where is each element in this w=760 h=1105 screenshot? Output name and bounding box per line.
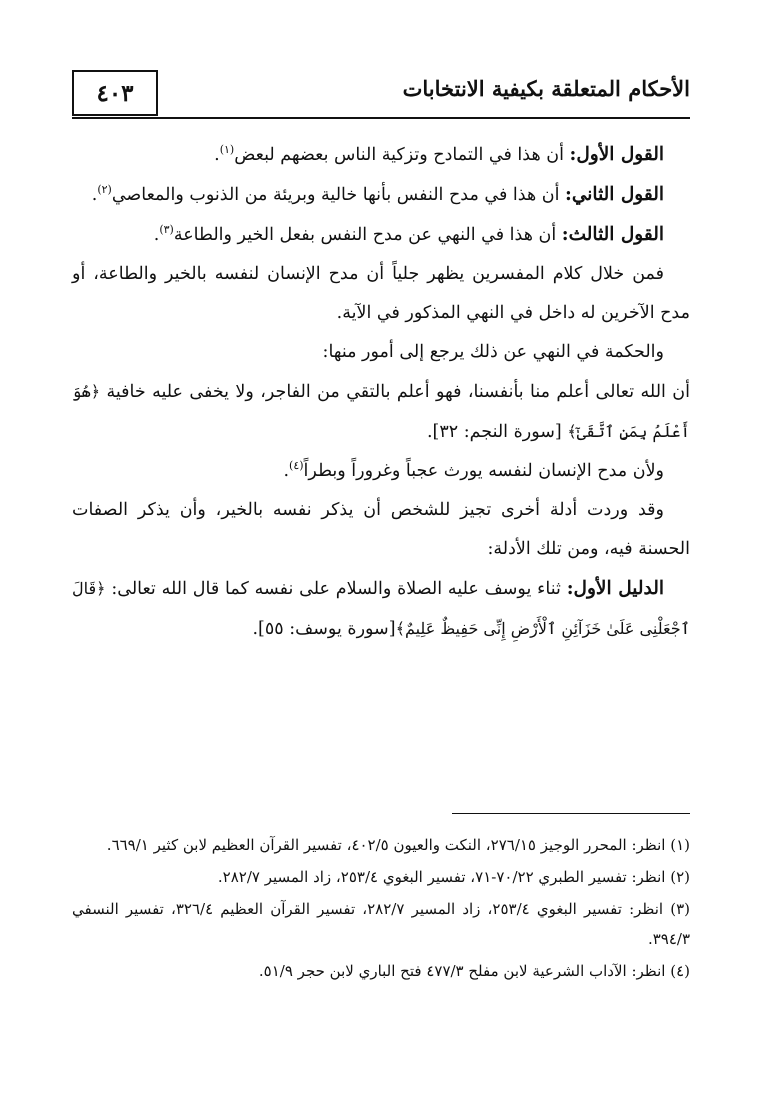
paragraph-other-evidence: وقد وردت أدلة أخرى تجيز للشخص أن يذكر نفسه بالخير، وأن يذكر الصفات الحسنة فيه، ومن تلك الأدلة: [72, 500, 690, 559]
running-title: الأحكام المتعلقة بكيفية الانتخابات [402, 76, 690, 101]
footnote-ref-4: (٤) [289, 459, 304, 473]
paragraph-first-evidence [72, 569, 690, 649]
self-praise-text: ولأن مدح الإنسان لنفسه يورث عجباً وغروراً وبطراً [303, 461, 664, 481]
footnote-2: (٢) انظر: تفسير الطبري ٧٠/٢٢-٧١، تفسير البغوي ٢٥٣/٤، زاد المسير ٢٨٢/٧. [217, 868, 690, 886]
main-text [72, 135, 690, 649]
quran-verse-najm: ﴿هُوَ أَعْلَمُ بِمَنِ ٱتَّقَىٰٓ﴾ [72, 382, 690, 441]
paragraph-allah-knows [72, 372, 690, 452]
paragraph-second-opinion [72, 175, 690, 215]
footnote-separator [452, 813, 690, 814]
second-opinion-label: القول الثاني: [565, 184, 664, 205]
second-opinion-text: أن هذا في مدح النفس بأنها خالية وبريئة من الذنوب والمعاصي [111, 185, 566, 205]
first-evidence-text: ثناء يوسف عليه الصلاة والسلام على نفسه كما قال الله تعالى: [105, 579, 567, 599]
footnote-3: (٣) انظر: تفسير البغوي ٢٥٣/٤، زاد المسير ٢٨٢/٧، تفسير القرآن العظيم ٣٢٦/٤، تفسير النسفي ٣٩٤/٣. [72, 900, 691, 948]
paragraph-commentary: فمن خلال كلام المفسرين يظهر جلياً أن مدح الإنسان لنفسه بالخير والطاعة، أو مدح الآخرين له داخل في النهي المذكور في الآية. [72, 264, 690, 323]
first-opinion-text: أن هذا في التمادح وتزكية الناس بعضهم لبعض [234, 145, 570, 165]
verse-citation-yusuf: [سورة يوسف: ٥٥]. [252, 619, 396, 639]
page-number-box [72, 70, 158, 116]
footnote-4: (٤) انظر: الآداب الشرعية لابن مفلح ٤٧٧/٣ فتح الباري لابن حجر ٥١/٩. [258, 962, 690, 980]
footnote-1: (١) انظر: المحرر الوجيز ٢٧٦/١٥، النكت والعيون ٤٠٢/٥، تفسير القرآن العظيم لابن كثير ٦٦٩/١. [106, 836, 690, 854]
paragraph-self-praise [72, 452, 690, 491]
footnote-ref-3: (٣) [159, 223, 174, 237]
period: . [214, 145, 220, 165]
footnote-ref-2: (٢) [97, 183, 112, 197]
quran-verse-yusuf: ﴿قَالَ ٱجْعَلْنِى عَلَىٰ خَزَآئِنِ ٱلْأَرْضِ إِنِّى حَفِيظٌ عَلِيمٌ﴾ [72, 579, 690, 638]
paragraph-wisdom: والحكمة في النهي عن ذلك يرجع إلى أمور منها: [322, 342, 664, 362]
period: . [153, 225, 160, 245]
third-opinion-text: أن هذا في النهي عن مدح النفس بفعل الخير والطاعة [173, 225, 562, 245]
footnotes [72, 830, 690, 988]
page-number: ٤٠٣ [96, 79, 134, 107]
third-opinion-label: القول الثالث: [561, 224, 664, 245]
first-opinion-label: القول الأول: [569, 144, 664, 165]
first-evidence-label: الدليل الأول: [566, 578, 664, 599]
paragraph-first-opinion [72, 135, 690, 175]
period: . [91, 185, 98, 205]
footnote-ref-1: (١) [219, 143, 235, 157]
page-header [72, 68, 690, 122]
paragraph-third-opinion [72, 215, 690, 255]
verse-citation-najm: [سورة النجم: ٣٢]. [426, 422, 568, 442]
header-rule [72, 117, 690, 119]
allah-knows-text: أن الله تعالى أعلم منا بأنفسنا، فهو أعلم بالتقي من الفاجر، ولا يخفى عليه خافية [100, 382, 690, 402]
period: . [283, 461, 290, 481]
